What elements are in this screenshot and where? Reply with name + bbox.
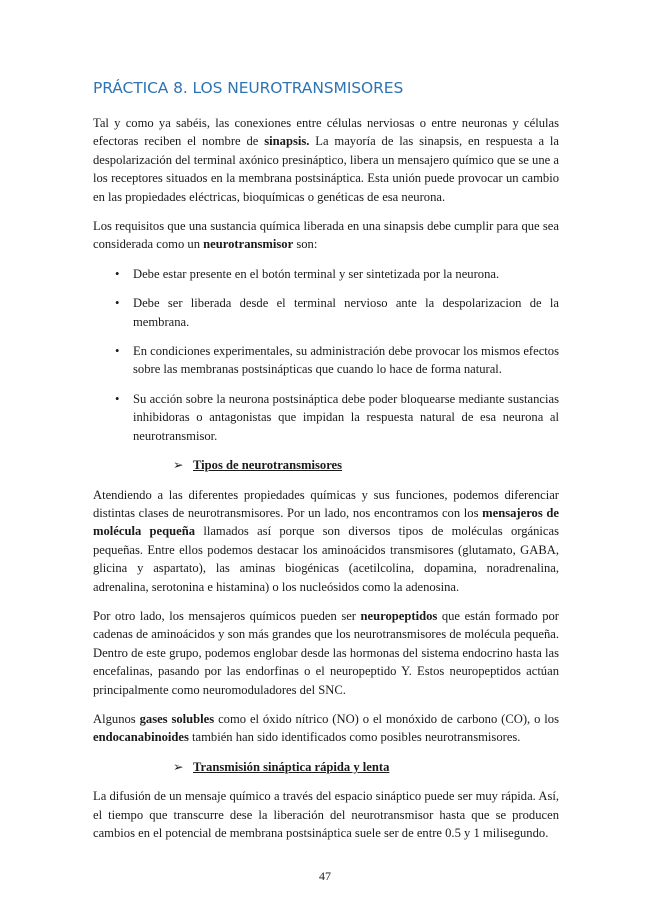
neuropeptidos-paragraph: [93, 607, 559, 699]
list-item: [93, 265, 559, 283]
gases-bold-endocanabinoides: endocanabinoides: [93, 730, 189, 745]
arrow-bullet-icon: ➢: [173, 458, 184, 473]
neuropeptidos-text-1: Por otro lado, los mensajeros químicos pueden ser: [93, 608, 361, 623]
list-item-text: Debe ser liberada desde el terminal nervioso ante la despolarizacion de la membrana.: [133, 296, 559, 329]
list-item: [93, 294, 559, 331]
bullet-icon: •: [115, 391, 120, 406]
tipos-text-2: llamados así porque son diversos tipos de moléculas orgánicas pequeñas. Entre ellos podemos destacar los aminoácidos transmisores (glutamato, GABA, glicina y aspartato), las aminas biogénicas (acetilcolina, dopamina, noradrenalina, adrenalina, serotonina e histamina) o los nucleósidos como la adenosina.: [93, 524, 559, 594]
tipos-text-1: Atendiendo a las diferentes propiedades químicas y sus funciones, podemos diferenciar distintas clases de neurotransmisores. Por un lado, nos encontramos con los: [93, 487, 559, 520]
list-item-text: Su acción sobre la neurona postsináptica debe poder bloquearse mediante sustancias inhibidoras o antagonistas que impidan la respuesta natural de esa neurona al neurotransmisor.: [133, 391, 559, 443]
section-heading-transmision: [93, 758, 559, 776]
requisitos-list: [93, 265, 559, 445]
difusion-paragraph: La difusión de un mensaje químico a través del espacio sináptico puede ser muy rápida. Así, el tiempo que transcurre dese la liberación del neurotransmisor hasta que se producen cambios en el potencial de membrana postsináptica suele ser de entre 0.5 y 1 milisegundo.: [93, 789, 559, 840]
arrow-bullet-icon: ➢: [173, 759, 184, 774]
bullet-icon: •: [115, 296, 120, 311]
intro-paragraph: [93, 114, 559, 206]
requisitos-text-1: Los requisitos que una sustancia química liberada en una sinapsis debe cumplir para que sea considerada como un: [93, 219, 559, 252]
gases-text-1: Algunos: [93, 711, 140, 726]
list-item: [93, 390, 559, 445]
gases-text-2: como el óxido nítrico (NO) o el monóxido de carbono (CO), o los: [214, 711, 559, 726]
neuropeptidos-text-2: que están formado por cadenas de aminoácidos y son más grandes que los neurotransmisores de molécula pequeña. Dentro de este grupo, podemos englobar desde las hormonas del sistema endocrino hasta las encefalinas, pasando por las endorfinas o el neuropeptido Y. Estos neuropeptidos actúan principalmente como neuromoduladores del SNC.: [93, 608, 559, 697]
neuropeptidos-bold: neuropeptidos: [360, 608, 438, 623]
gases-bold-solubles: gases solubles: [139, 711, 215, 726]
requisitos-bold-neurotransmisor: neurotransmisor: [203, 237, 294, 252]
intro-text-1: Tal y como ya sabéis, las conexiones entre células nerviosas o entre neuronas y células efectoras reciben el nombre de: [93, 116, 559, 149]
page-title: PRÁCTICA 8. LOS NEUROTRANSMISORES: [93, 79, 404, 97]
requisitos-paragraph: [93, 217, 559, 254]
bullet-icon: •: [115, 266, 120, 281]
page-content: [93, 78, 559, 842]
list-item: [93, 342, 559, 379]
section-heading-tipos: [93, 456, 559, 474]
list-item-text: En condiciones experimentales, su administración debe provocar los mismos efectos sobre las membranas postsinápticas que cuando lo hace de forma natural.: [133, 344, 559, 377]
tipos-paragraph: [93, 486, 559, 596]
intro-text-2: La mayoría de las sinapsis, en respuesta a la despolarización del terminal axónico presináptico, libera un mensajero químico que se une a los receptores situados en la membrana postsináptica. Esta unión puede provocar un cambio en las propiedades eléctricas, bioquímicas o genéticas de esa neurona.: [93, 134, 560, 204]
requisitos-text-2: son:: [293, 237, 318, 252]
tipos-bold-mensajeros: mensajeros de molécula pequeña: [93, 505, 559, 539]
list-item-text: Debe estar presente en el botón terminal y ser sintetizada por la neurona.: [133, 266, 500, 281]
gases-paragraph: [93, 710, 559, 747]
gases-text-3: también han sido identificados como posibles neurotransmisores.: [188, 730, 521, 745]
intro-bold-sinapsis: sinapsis.: [264, 134, 310, 149]
bullet-icon: •: [115, 344, 120, 359]
page-number: 47: [319, 869, 331, 883]
section-heading-transmision-text: Transmisión sináptica rápida y lenta: [193, 759, 390, 774]
section-heading-tipos-text: Tipos de neurotransmisores: [193, 458, 343, 473]
